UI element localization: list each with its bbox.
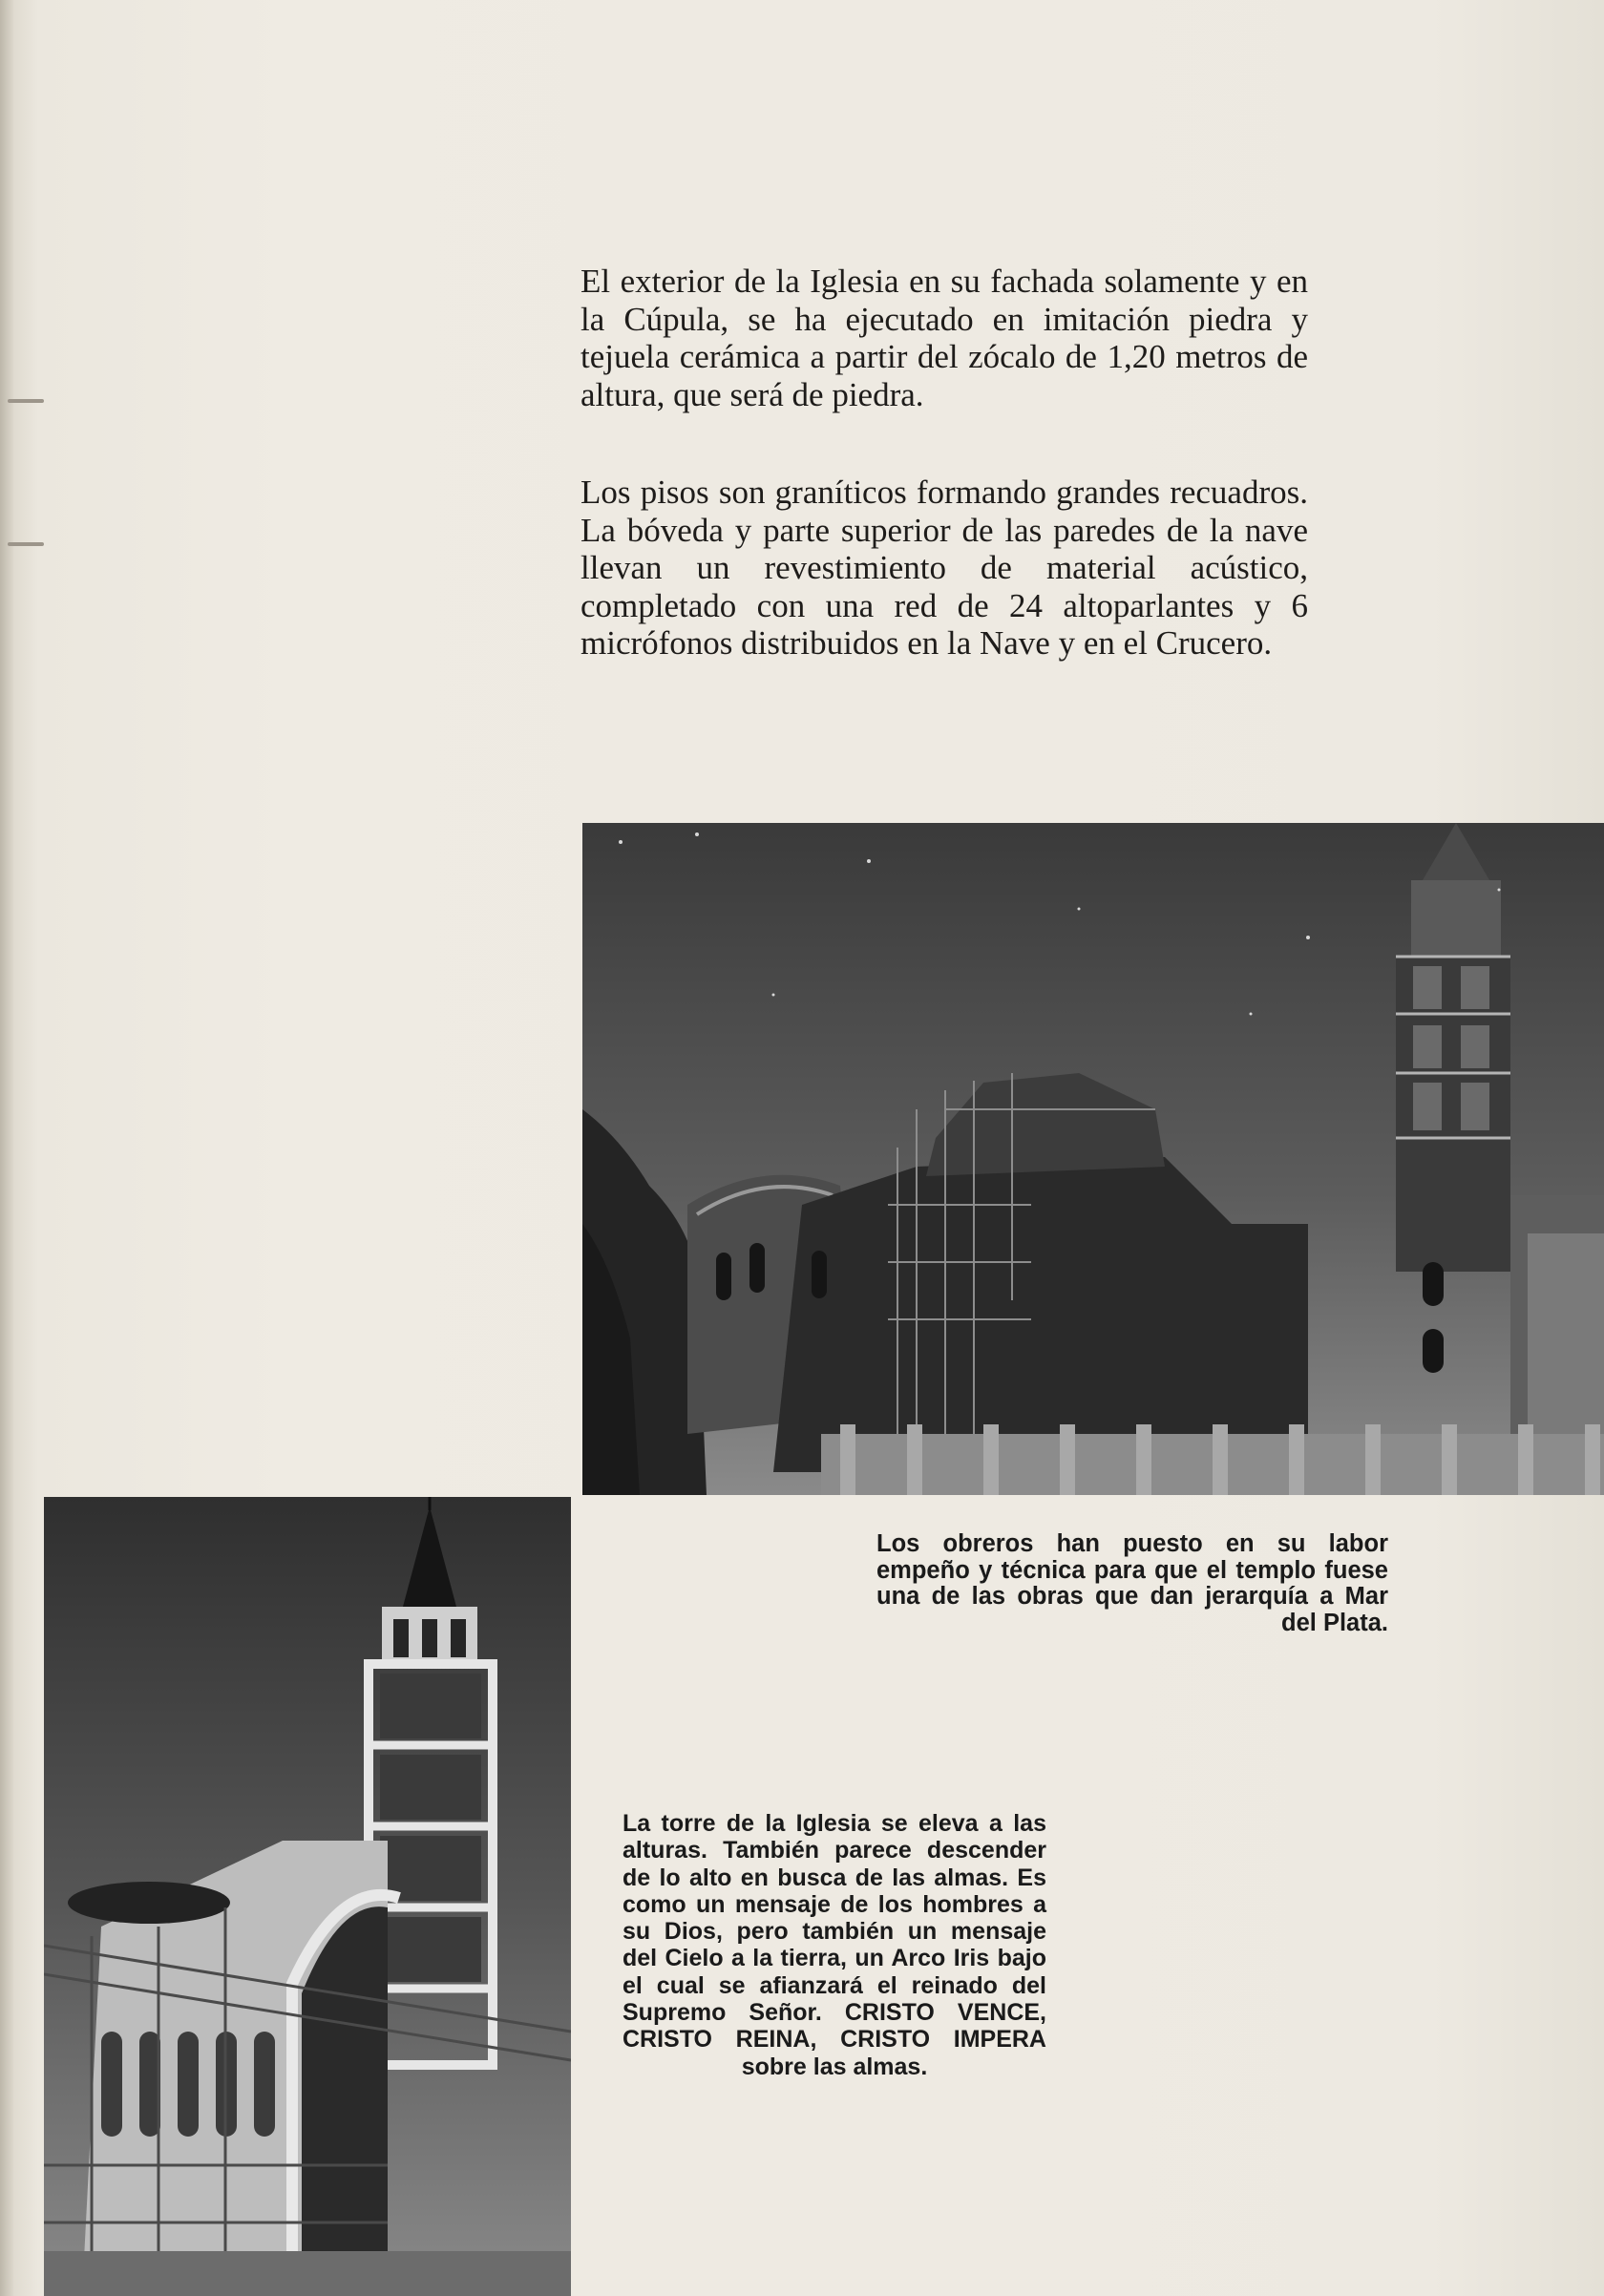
church-exterior-photo xyxy=(582,823,1604,1495)
body-paragraph-exterior: El exterior de la Iglesia en su fachada solamente y en la Cúpula, se ha ejecutado en imitación piedra y tejuela cerámica a partir del zócalo de 1,20 metros de altura, que será de piedra. xyxy=(580,263,1308,413)
page-binding-edge xyxy=(0,0,13,2296)
church-exterior-caption: Los obreros han puesto en su labor empeño y técnica para que el templo fuese una de las obras que dan jerarquía a Mar del Plata. xyxy=(876,1530,1388,1636)
body-paragraph-floors: Los pisos son graníticos formando grandes recuadros. La bóveda y parte superior de las paredes de la nave llevan un revestimiento de material acústico, completado con una red de 24 altoparlantes y 6 micrófonos distribuidos en la Nave y en el Crucero. xyxy=(580,474,1308,663)
church-tower-photo xyxy=(44,1497,571,2296)
church-tower-caption: La torre de la Iglesia se eleva a las alturas. También parece descender de lo alto en busca de las almas. Es como un mensaje de los hombres a su Dios, pero también un mensaje del Cielo a la tierra, un Arco Iris bajo el cual se afianzará el reinado del Supremo Señor. CRISTO VENCE, CRISTO REINA, CRISTO IMPERA sobre las almas. xyxy=(623,1810,1046,2080)
binding-staple xyxy=(8,542,44,546)
binding-staple xyxy=(8,399,44,403)
